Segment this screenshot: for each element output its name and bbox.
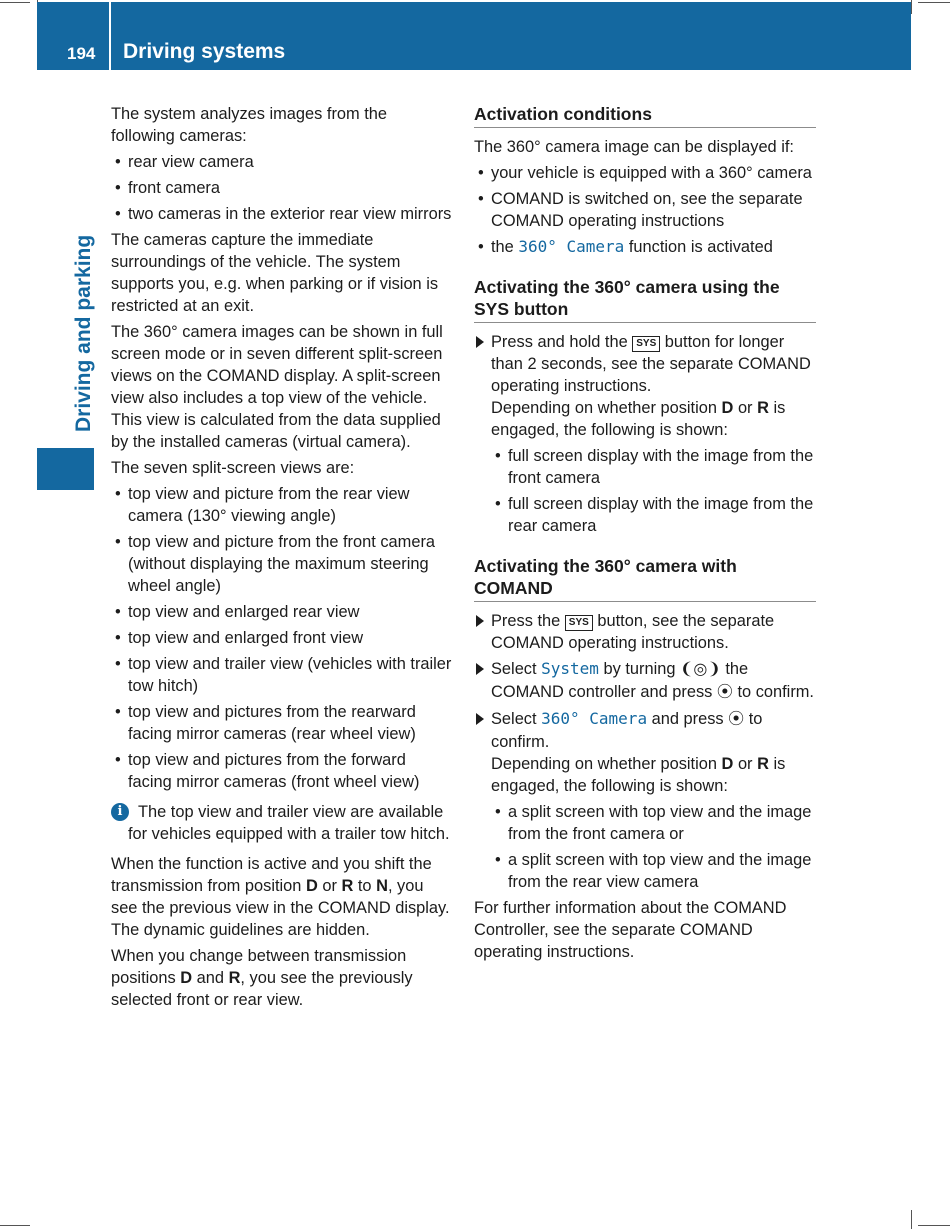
header-divider [109, 2, 111, 70]
paragraph: The 360° camera image can be displayed if: [474, 138, 794, 156]
list-item: • top view and picture from the front camera (without displaying the maximum steering wheel angle) [111, 531, 453, 597]
list-item: • top view and enlarged front view [111, 627, 453, 649]
sys-heading: Activating the 360° camera using the SYS button [474, 276, 816, 323]
page-header [37, 2, 911, 70]
crop-mark [911, 0, 912, 14]
paragraph: The 360° camera images can be shown in full screen mode or in seven different split-screen views on the COMAND display. A split-screen view also includes a top view of the vehicle. This view is calculated from the data supplied by the installed cameras (virtual camera). [111, 323, 443, 451]
paragraph: When the function is active and you shift the transmission from position D or R to N, you see the previous view in the COMAND display. The dynamic guidelines are hidden. [111, 855, 450, 939]
menu-item-name: 360° Camera [541, 709, 648, 728]
paragraph: When you change between transmission positions D and R, you see the previously selected front or rear view. [111, 947, 413, 1009]
sys-button-icon: SYS [632, 336, 660, 352]
list-item: • a split screen with top view and the image from the front camera or [491, 801, 816, 845]
instruction-step: Press the SYS button, see the separate COMAND operating instructions. [474, 610, 816, 654]
triangle-right-icon [476, 615, 484, 627]
list-item: • front camera [111, 177, 453, 199]
sys-button-icon: SYS [565, 615, 593, 631]
crop-mark [911, 1210, 912, 1229]
info-icon: i [111, 803, 129, 821]
conditions-list [474, 162, 816, 258]
instruction-step: Select 360° Camera and press ⦿ to confirm. Depending on whether position D or R is engaged, the following is shown: • a split screen with top view and the image from the front camera or • a split screen with top view and the image from the rear view camera [474, 708, 816, 893]
crop-mark [0, 1225, 30, 1226]
result-list [491, 801, 816, 893]
list-item: • two cameras in the exterior rear view mirrors [111, 203, 453, 225]
info-note [111, 801, 453, 845]
paragraph: For further information about the COMAND Controller, see the separate COMAND operating instructions. [474, 899, 787, 961]
info-note-text: The top view and trailer view are available for vehicles equipped with a trailer tow hitch. [128, 803, 450, 843]
intro-text: The system analyzes images from the following cameras: [111, 105, 388, 145]
list-item: • top view and picture from the rear view camera (130° viewing angle) [111, 483, 453, 527]
triangle-right-icon [476, 663, 484, 675]
list-item: • a split screen with top view and the image from the rear view camera [491, 849, 816, 893]
list-item: • top view and pictures from the forward facing mirror cameras (front wheel view) [111, 749, 453, 793]
menu-item-name: System [541, 659, 599, 678]
triangle-right-icon [476, 713, 484, 725]
activation-heading: Activation conditions [474, 103, 816, 128]
triangle-right-icon [476, 336, 484, 348]
list-item: • the 360° Camera function is activated [474, 236, 816, 258]
page-number: 194 [67, 44, 96, 63]
controller-turn-icon: ❨◎❩ [680, 661, 721, 678]
side-tab-label: Driving and parking [72, 234, 95, 432]
crop-mark [918, 1225, 950, 1226]
crop-mark [0, 2, 30, 3]
controller-press-icon: ⦿ [728, 711, 745, 728]
list-item: • full screen display with the image from the front camera [491, 445, 816, 489]
instruction-step: Press and hold the SYS button for longer than 2 seconds, see the separate COMAND operating instructions. Depending on whether position D or R is engaged, the following is shown: • full screen display with the image from the front camera • full screen display with the image from the rear camera [474, 331, 816, 537]
side-tab-marker [37, 448, 94, 490]
list-item: • top view and enlarged rear view [111, 601, 453, 623]
list-item: • your vehicle is equipped with a 360° camera [474, 162, 816, 184]
list-item: • full screen display with the image from the rear camera [491, 493, 816, 537]
left-column [111, 103, 453, 1015]
right-column [474, 103, 816, 967]
result-list [491, 445, 816, 537]
comand-heading: Activating the 360° camera with COMAND [474, 555, 816, 602]
list-item: • top view and trailer view (vehicles with trailer tow hitch) [111, 653, 453, 697]
instruction-step: Select System by turning ❨◎❩ the COMAND controller and press ⦿ to confirm. [474, 658, 816, 704]
controller-press-icon: ⦿ [716, 684, 733, 701]
paragraph: The seven split-screen views are: [111, 459, 355, 477]
section-title: Driving systems [123, 40, 286, 63]
menu-function-name: 360° Camera [518, 237, 625, 256]
camera-list [111, 151, 453, 225]
list-item: • COMAND is switched on, see the separate COMAND operating instructions [474, 188, 816, 232]
crop-mark [918, 2, 950, 3]
list-item: • rear view camera [111, 151, 453, 173]
list-item: • top view and pictures from the rearward facing mirror cameras (rear wheel view) [111, 701, 453, 745]
split-screen-views-list [111, 483, 453, 793]
paragraph: The cameras capture the immediate surroundings of the vehicle. The system supports you, e.g. when parking or if vision is restricted at an exit. [111, 231, 439, 315]
